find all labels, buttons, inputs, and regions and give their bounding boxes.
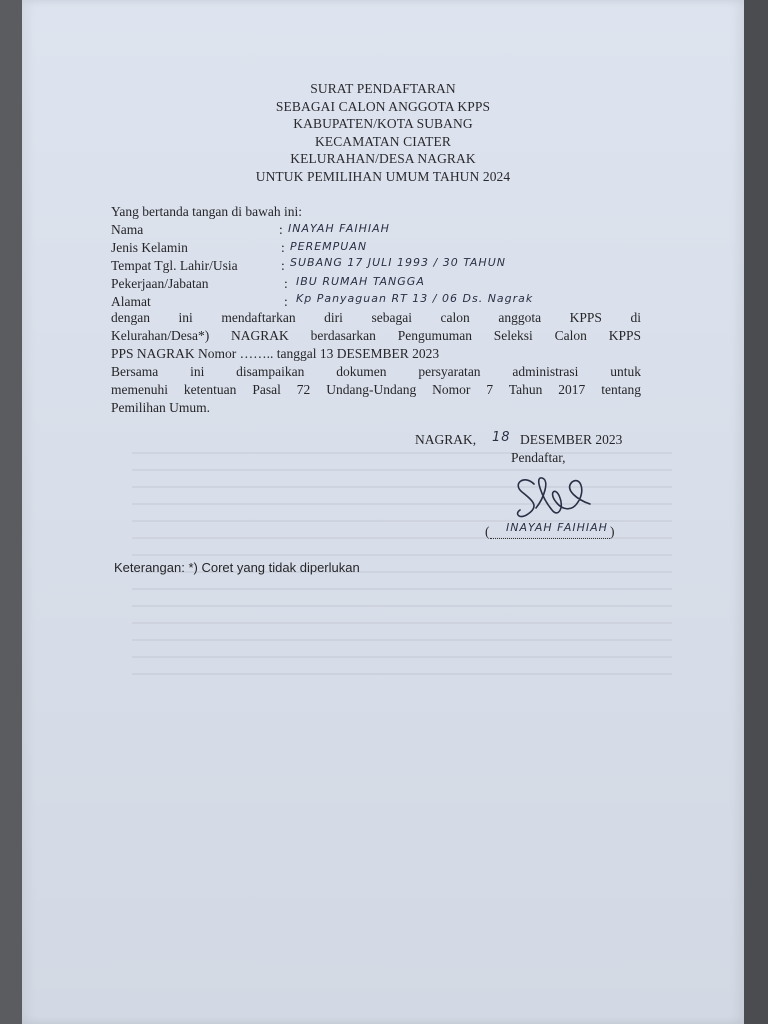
header-subtitle: SEBAGAI CALON ANGGOTA KPPS [275,98,491,114]
footnote: Keterangan: *) Coret yang tidak diperlukan [114,560,360,575]
paragraph-2-line-1: Bersama ini disampaikan dokumen persyaratan administrasi untuk [111,364,641,379]
label-ttl: Tempat Tgl. Lahir/Usia [111,258,238,273]
value-ttl: SUBANG 17 JULI 1993 / 30 TAHUN [290,256,506,269]
colon: : [279,222,283,237]
signature-place: NAGRAK, [415,432,477,447]
page-edge-left [0,0,22,1024]
paragraph-2-line-2: memenuhi ketentuan Pasal 72 Undang-Undang Nomor 7 Tahun 2017 tentang [111,382,641,397]
header-title: SURAT PENDAFTARAN [310,81,456,96]
signature-dotted-line [490,538,610,539]
paragraph-1-line-2: Kelurahan/Desa*) NAGRAK berdasarkan Pengumuman Seleksi Calon KPPS [111,328,641,343]
value-alamat: Kp Panyaguan RT 13 / 06 Ds. Nagrak [296,292,534,305]
value-nama: INAYAH FAIHIAH [288,222,390,235]
paragraph-1-line-1: dengan ini mendaftarkan diri sebagai calon anggota KPPS di [111,310,641,325]
header-election: UNTUK PEMILIHAN UMUM TAHUN 2024 [255,168,511,184]
signature-name: INAYAH FAIHIAH [506,521,608,534]
signature-date: DESEMBER 2023 [520,432,623,447]
header-district: KECAMATAN CIATER [315,133,451,149]
paragraph-1-line-3: PPS NAGRAK Nomor …….. tanggal 13 DESEMBER 2023 [111,346,440,361]
signature-role: Pendaftar, [511,450,566,465]
label-pekerjaan: Pekerjaan/Jabatan [111,276,209,291]
signature-scribble [506,468,606,524]
colon: : [284,276,288,291]
intro-text: Yang bertanda tangan di bawah ini: [111,204,302,219]
document-page [22,0,744,1024]
colon: : [284,294,288,309]
page-edge-right [744,0,768,1024]
colon: : [281,240,285,255]
document-header [22,80,744,186]
paragraph-2-line-3: Pemilihan Umum. [111,400,210,415]
label-jenis-kelamin: Jenis Kelamin [111,240,188,255]
label-nama: Nama [111,222,144,237]
value-pekerjaan: IBU RUMAH TANGGA [296,275,425,288]
signature-open-paren: ( [485,524,490,539]
signature-close-paren: ) [610,524,615,539]
signature-day: 18 [492,430,511,445]
header-village: KELURAHAN/DESA NAGRAK [290,151,476,167]
value-jenis-kelamin: PEREMPUAN [290,240,368,253]
header-regency: KABUPATEN/KOTA SUBANG [293,116,473,132]
label-alamat: Alamat [111,294,151,309]
colon: : [281,258,285,273]
